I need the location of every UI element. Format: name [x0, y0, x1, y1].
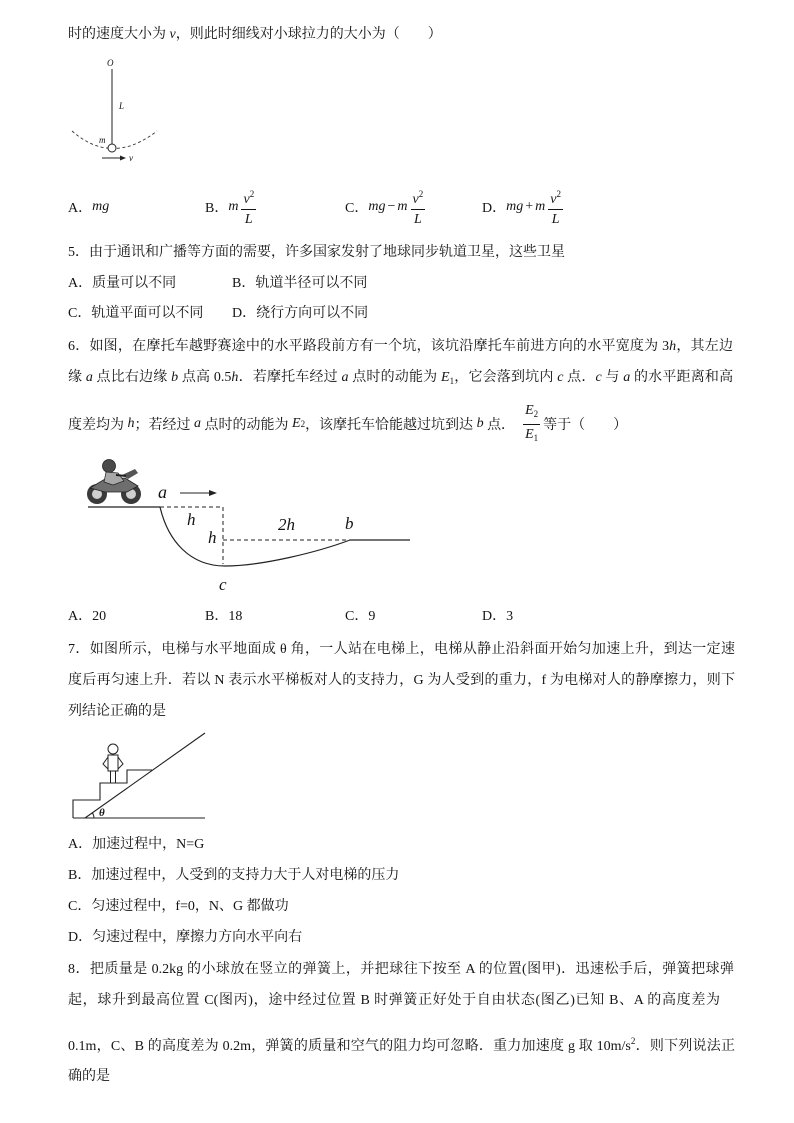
numerator-var: v — [243, 192, 250, 207]
q4-option-a — [68, 186, 109, 228]
stem-text: 度差均为 — [68, 418, 124, 433]
q7-stem-line-2: 度后再匀速上升．若以 N 表示水平梯板对人的支持力，G 为人受到的重力，f 为电梯对人的静摩擦力，则下 — [68, 673, 735, 688]
q4-stem-text: ，则此时细线对小球拉力的大小为（ ） — [175, 27, 442, 42]
pendulum-figure — [62, 52, 172, 170]
escalator-steps — [73, 770, 152, 818]
ball — [108, 144, 116, 152]
option-expr: mg — [92, 199, 110, 214]
q5-option-a: A．质量可以不同 — [68, 276, 177, 291]
q7-stem-line-3: 列结论正确的是 — [68, 704, 166, 719]
motorcycle-pit-figure — [78, 455, 418, 600]
stem-text: 与 — [601, 370, 624, 385]
numerator-var: v — [550, 192, 557, 207]
fraction-numerator — [241, 186, 256, 210]
stem-text: 点时的动能为 — [348, 370, 442, 385]
q8-stem-line-4: 确的是 — [68, 1069, 110, 1084]
fraction-denominator: L — [413, 212, 422, 227]
escalator-figure — [68, 730, 213, 825]
stem-text: ；若经过 — [134, 418, 191, 433]
stem-text: 6．如图，在摩托车越野赛途中的水平路段前方有一个坑，该坑沿摩托车前进方向的水平宽度为 3 — [68, 339, 670, 354]
motion-arrowhead — [209, 490, 217, 496]
q4-option-d — [482, 186, 566, 228]
stem-text: 等于（ ） — [543, 418, 628, 433]
q7-stem-line-1: 7．如图所示，电梯与水平地面成 θ 角，一人站在电梯上，电梯从静止沿斜面开始匀加速上升，到达一定速 — [68, 642, 735, 657]
angle-theta-label: θ — [99, 807, 105, 819]
numerator-subscript: 2 — [533, 408, 539, 419]
fraction — [411, 186, 426, 228]
q5-option-c: C．轨道平面可以不同 — [68, 306, 204, 321]
stem-text: ，其左边 — [676, 339, 734, 354]
numerator-var: v — [412, 192, 419, 207]
point-b-label: b — [345, 514, 354, 533]
incline-line — [85, 733, 205, 818]
option-label: A． — [68, 201, 93, 216]
width-2h-label: 2h — [278, 515, 295, 534]
stem-text: ．若摩托车经过 — [238, 370, 342, 385]
motorcycle-icon — [87, 460, 141, 505]
fraction-numerator — [548, 186, 563, 210]
fraction-denominator — [525, 425, 538, 447]
q4-option-b — [205, 186, 259, 228]
pivot-label: O — [107, 58, 114, 68]
stem-text: 0.1m，C、B 的高度差为 0.2m，弹簧的质量和空气的阻力均可忽略．重力加速度 g 取 — [68, 1039, 597, 1054]
q4-stem-var-v: v — [169, 27, 176, 42]
fraction-denominator: L — [244, 212, 253, 227]
mass-label: m — [99, 135, 106, 145]
option-term: mg — [368, 199, 386, 214]
length-label: L — [119, 101, 125, 111]
var-h: h — [127, 416, 135, 431]
var-e: E — [441, 370, 450, 385]
point-c-label: c — [219, 575, 227, 594]
var-c: c — [595, 370, 602, 385]
q8-stem-line-3 — [68, 1032, 735, 1056]
stem-text: 的水平距离和高 — [630, 370, 734, 385]
q4-stem-line — [68, 26, 442, 44]
stem-text: 点时的动能为 — [204, 418, 289, 433]
stem-text: 点． — [487, 418, 516, 433]
q7-option-a: A．加速过程中，N=G — [68, 837, 205, 852]
subscript: 2 — [300, 419, 306, 429]
q5-stem: 5．由于通讯和广播等方面的需要，许多国家发射了地球同步轨道卫星，这些卫星 — [68, 245, 565, 260]
numerator-exponent: 2 — [249, 189, 255, 199]
option-label: D． — [482, 201, 507, 216]
denominator-subscript: 1 — [533, 432, 539, 443]
stem-text: 缘 — [68, 370, 86, 385]
q7-option-d: D．匀速过程中，摩擦力方向水平向右 — [68, 930, 303, 945]
stem-text: ，它会落到坑内 — [454, 370, 558, 385]
stem-text: ，该摩托车恰能越过坑到达 — [305, 418, 474, 433]
fraction — [548, 186, 563, 228]
q4-stem-text: 时的速度大小为 — [68, 27, 170, 42]
velocity-label: v — [129, 153, 133, 163]
option-label: B． — [205, 201, 229, 216]
option-term: mg — [506, 199, 524, 214]
numerator-exponent: 2 — [418, 189, 424, 199]
energy-ratio-fraction — [523, 402, 540, 447]
q6-stem-line-2 — [68, 369, 733, 390]
q6-option-c: C．9 — [345, 609, 376, 624]
var-e: E — [292, 416, 301, 431]
angle-arc — [92, 813, 94, 818]
option-operator: − — [387, 199, 396, 214]
velocity-arrowhead — [120, 156, 126, 161]
unit-exponent: 2 — [630, 1036, 636, 1046]
var-h: h — [669, 339, 677, 354]
acceleration-unit: 10m/s — [596, 1039, 631, 1054]
vertical-h-label: h — [208, 528, 217, 547]
fraction-denominator: L — [551, 212, 560, 227]
var-h: h — [231, 370, 239, 385]
var-a: a — [623, 370, 631, 385]
q6-option-d: D．3 — [482, 609, 514, 624]
stem-text: ．则下列说法正 — [635, 1039, 735, 1054]
stem-text: 点比右边缘 — [92, 370, 172, 385]
q8-stem-line-2: 起，球升到最高位置 C(图丙)，途中经过位置 B 时弹簧正好处于自由状态(图乙)已知 B、A 的高度差为 — [68, 993, 720, 1008]
q5-option-d: D．绕行方向可以不同 — [232, 306, 369, 321]
q8-stem-line-1: 8．把质量是 0.2kg 的小球放在竖立的弹簧上，并把球往下按至 A 的位置(图甲)．迅速松手后，弹簧把球弹 — [68, 962, 734, 977]
fraction — [241, 186, 256, 228]
var-b: b — [171, 370, 179, 385]
numerator-var: E — [525, 402, 534, 418]
q5-option-b: B．轨道半径可以不同 — [232, 276, 368, 291]
var-b: b — [476, 416, 484, 431]
horizontal-h-label: h — [187, 510, 196, 529]
q4-option-c — [345, 186, 428, 228]
fraction-numerator — [411, 186, 426, 210]
numerator-exponent: 2 — [556, 189, 561, 199]
stem-text: 点． — [563, 370, 596, 385]
q6-option-b: B．18 — [205, 609, 243, 624]
stem-text: 点高 0.5 — [178, 370, 232, 385]
var-c: c — [557, 370, 564, 385]
option-label: C． — [345, 201, 369, 216]
var-a: a — [194, 416, 201, 431]
var-a: a — [85, 370, 93, 385]
option-operator: + — [525, 199, 534, 214]
option-coef: m — [397, 199, 408, 214]
option-coef: m — [228, 199, 239, 214]
fraction-numerator — [523, 402, 540, 425]
point-a-label: a — [158, 482, 167, 502]
denominator-var: E — [525, 426, 534, 442]
q6-stem-line-3 — [68, 403, 627, 445]
q7-option-b: B．加速过程中，人受到的支持力大于人对电梯的压力 — [68, 868, 400, 883]
person-icon — [103, 744, 123, 783]
subscript: 1 — [449, 376, 455, 386]
var-a: a — [341, 370, 349, 385]
option-coef: m — [535, 199, 546, 214]
q6-option-a: A．20 — [68, 609, 107, 624]
q7-option-c: C．匀速过程中，f=0，N、G 都做功 — [68, 899, 289, 914]
q6-stem-line-1 — [68, 338, 733, 356]
